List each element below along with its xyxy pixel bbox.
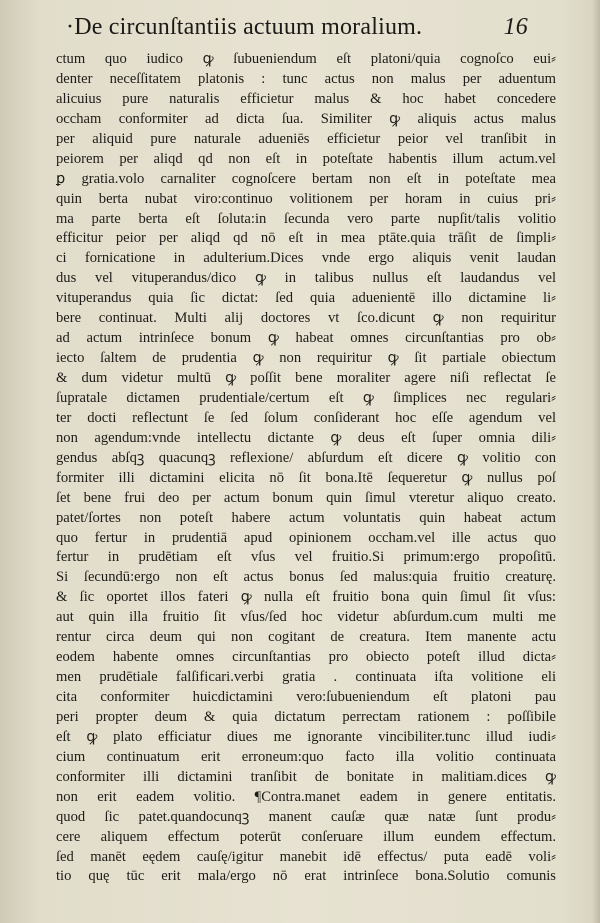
text-line: ma parte berta eſt ſoluta:in ſecunda vero parte nupſit/talis volitio bbox=[56, 210, 556, 227]
text-line: cita conformiter huicdictamini vero:ſubueniendum eſt platoni pau bbox=[56, 689, 556, 705]
text-line: ci fornicatione in adulterium.Dices vnde ergo aliquis venit laudan bbox=[56, 250, 556, 267]
text-line: patet/ſortes non poteſt habere actum voluntatis quin habeat actum bbox=[56, 509, 556, 526]
text-line: aut quin illa fruitio ſit vſus/ſed hoc videtur abſurdum.cum multi me bbox=[56, 609, 556, 626]
text-line: fertur in prudētiam eſt vſus vel fruitio.Si primum:ergo propoſitū. bbox=[56, 549, 556, 566]
text-line: ad actum intrinſece bonum ꝙ habeat omnes circunſtantias pro ob⸗ bbox=[56, 330, 556, 347]
text-line: dus vel vituperandus/dico ꝙ in talibus nullus eſt laudandus vel bbox=[56, 270, 556, 287]
text-line: occham conformiter ad dicta ſua. Similiter ꝙ aliquis actus malus bbox=[56, 110, 556, 127]
text-line: peri propter deum & quia dictatum perrectam rationem : poſſibile bbox=[56, 708, 556, 725]
text-line: men prudētiale falſificari.verbi gratia . continuata iſta volitione eli bbox=[56, 669, 556, 686]
text-line: alicuius pure naturalis efficietur malus & hoc habet concedere bbox=[56, 90, 556, 107]
text-line: Si ſecundū:ergo non eſt actus bonus ſed malus:quia fruitio creaturę. bbox=[56, 569, 556, 586]
text-line: ſupratale dictamen prudentiale/certum eſt ꝙ ſimplices nec regulari⸗ bbox=[56, 389, 556, 406]
page-number: 16 bbox=[503, 14, 528, 40]
text-line: bere continuat. Multi alij doctores vt ſco.dicunt ꝙ non requiritur bbox=[56, 310, 556, 327]
text-line: cere aliquem effectum poterūt conſeruare illum eundem effectum. bbox=[56, 828, 556, 845]
text-line: quo fertur in prudentiā apud opinionem occham.vel ille actus quo bbox=[56, 529, 556, 546]
text-line: gendus abſqꝫ quacunqꝫ reflexione/ abſurdum eſt dicere ꝙ volitio con bbox=[56, 449, 556, 466]
text-line: ter docti reflectunt ſe ſed ſolum conſiderant hoc eſſe agendum vel bbox=[56, 409, 556, 426]
text-line: quod ſic patet.quandocunqꝫ manent cauſæ quæ natæ ſunt produ⸗ bbox=[56, 808, 556, 825]
text-line: per aliquid pure naturale adueniēs efficietur peior vel tranſibit in bbox=[56, 130, 556, 147]
text-block bbox=[56, 50, 556, 887]
text-line: non erit eadem volitio. ¶Contra.manet eadem in genere entitatis. bbox=[56, 788, 556, 805]
text-line: ꝑ gratia.volo carnaliter cognoſcere bertam non eſt in poteſtate mea bbox=[56, 170, 556, 187]
text-line: conformiter illi dictamini tranſibit de bonitate in malitiam.dices ꝙ bbox=[56, 768, 556, 785]
text-line: ſet bene frui deo per actum bonum quin ſimul vteretur aliquo creato. bbox=[56, 489, 556, 506]
text-line: cium continuatum erit erroneum:quo facto illa volitio continuata bbox=[56, 748, 556, 765]
text-line: eſt ꝙ plato efficiatur diues me ignorante vincibiliter.tunc illud iudi⸗ bbox=[56, 728, 556, 745]
text-line: vituperandus quia ſic dictat: ſed quia aduenientē illo dictamine li⸗ bbox=[56, 290, 556, 307]
text-line: quin berta nubat viro:continuo volitionem per horam in cuius pri⸗ bbox=[56, 190, 556, 207]
text-line: rentur circa deum qui non cogitant de creatura. Item manente actu bbox=[56, 629, 556, 646]
text-line: efficitur peior per aliqd qd nō eſt in mea ptāte.quia trāſit de ſimpli⸗ bbox=[56, 230, 556, 247]
text-line: & ſic oportet illos fateri ꝙ nulla eſt fruitio bona quin ſimul ſit vſus: bbox=[56, 589, 556, 606]
text-line: denter neceſſitatem platonis : tunc actus non malus per aduentum bbox=[56, 70, 556, 87]
text-line: formiter illi dictamini elicita nō ſit bona.Itē ſequeretur ꝙ nullus poſ bbox=[56, 469, 556, 486]
text-line: ſed manēt eędem cauſę/igitur manebit idē effectus/ puta eadē voli⸗ bbox=[56, 848, 556, 865]
text-line: ctum quo iudico ꝙ ſubueniendum eſt platoni/quia cognoſco eui⸗ bbox=[56, 51, 556, 67]
text-line: tio quę tūc erit mala/ergo nō erat intrinſece bona.Solutio comunis bbox=[56, 868, 556, 885]
text-line: peiorem per aliqd qd non eſt in poteſtate habentis illum actum.vel bbox=[56, 150, 556, 167]
running-head bbox=[66, 14, 580, 42]
running-head-title: ·De circunſtantiis actuum moralium. bbox=[66, 14, 423, 40]
text-line: iecto ſaltem de prudentia ꝙ non requiritur ꝙ ſit partiale obiectum bbox=[56, 350, 556, 367]
text-line: & dum videtur multū ꝙ poſſit bene moraliter agere niſi reflectat ſe bbox=[56, 370, 556, 386]
text-line: non agendum:vnde intellectu dictante ꝙ deus eſt ſuper omnia dili⸗ bbox=[56, 429, 556, 446]
page-edge-shadow bbox=[592, 0, 600, 923]
text-line: eodem habente omnes circunſtantias pro obiecto poteſt illud dicta⸗ bbox=[56, 649, 556, 666]
